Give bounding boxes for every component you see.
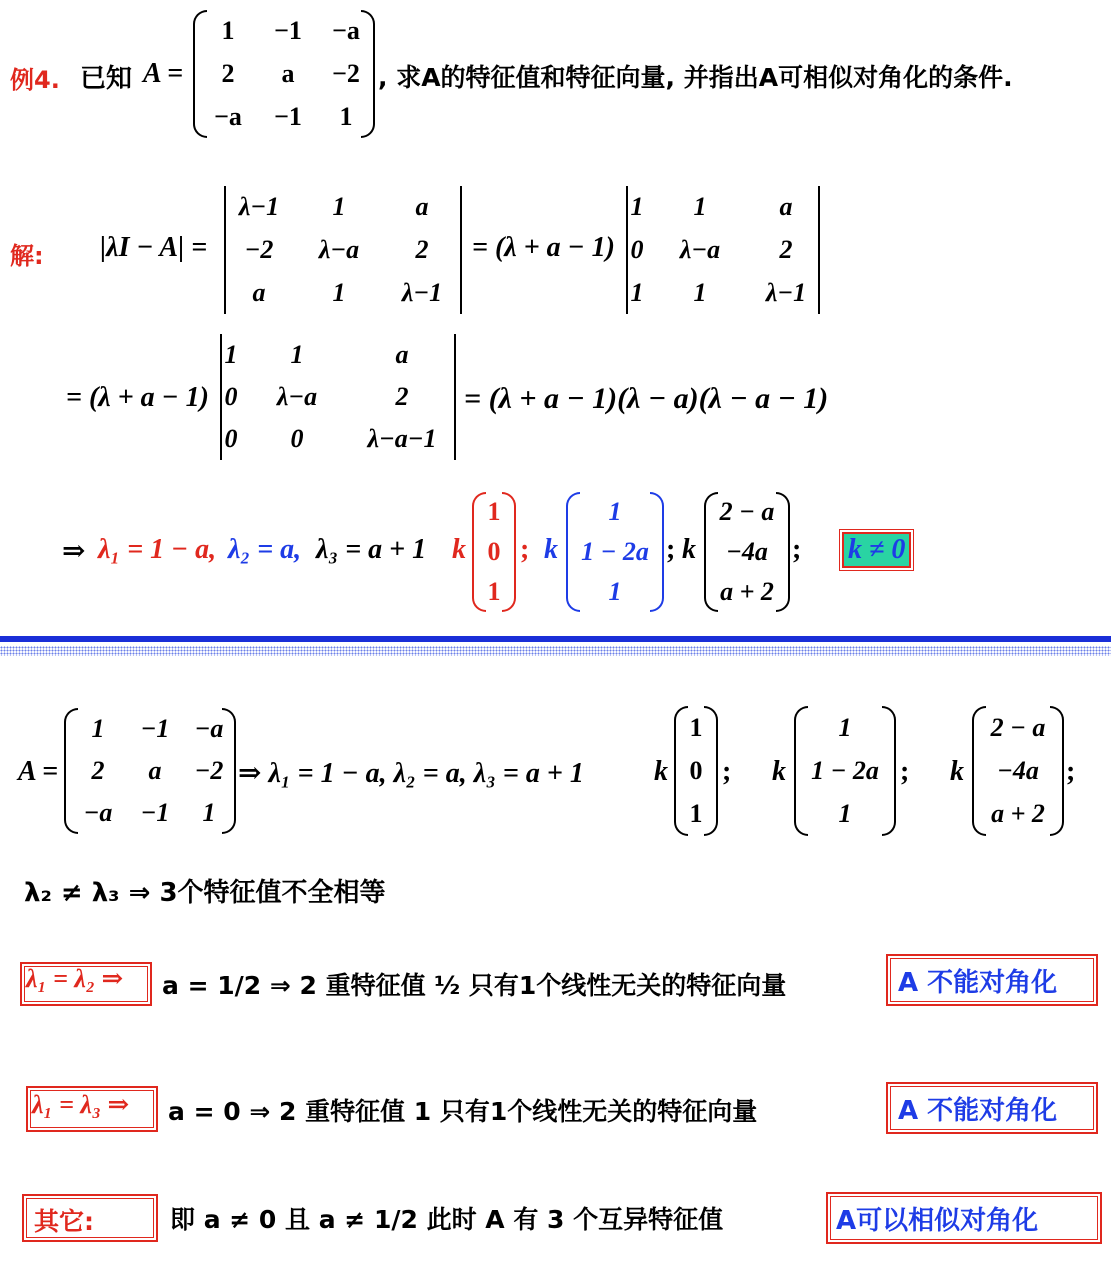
matrix-cell: 2 (395, 382, 409, 411)
summary-k-1: k (654, 756, 668, 787)
matrix-cell: −1 (140, 798, 170, 827)
k-label-3: k (682, 534, 696, 565)
matrix-cell: λ−a (679, 235, 721, 264)
matrix-cell: 0 (290, 424, 304, 453)
matrix-A-cells (193, 10, 375, 138)
vector-entry: 2 − a (990, 713, 1046, 742)
vector-entry: 2 − a (719, 497, 775, 526)
summary-k-3: k (950, 756, 964, 787)
implies-arrow: ⇒ (62, 536, 86, 567)
matrix-cell: a (395, 340, 409, 369)
case-1-condition: λ₁ = λ₂ ⇒ (26, 964, 124, 993)
k-label-1: k (452, 534, 466, 565)
case-3-condition: 其它: (34, 1207, 94, 1236)
char-poly: = (λ + a − 1)(λ − a)(λ − a − 1) (464, 382, 829, 415)
matrix-cell: −1 (274, 102, 302, 131)
vector-entry: 1 (838, 799, 852, 828)
section-divider-dots (0, 646, 1111, 656)
factor-1: = (λ + a − 1) (472, 232, 615, 263)
summary-eigenvalues: ⇒ λ₁ = 1 − a, λ₂ = a, λ₃ = a + 1 (238, 758, 584, 789)
matrix-cell: a (148, 756, 162, 785)
matrix-cell: 1 (221, 16, 235, 45)
matrix-cell: 2 (221, 59, 235, 88)
section-divider (0, 636, 1111, 642)
matrix-cell: −a (332, 16, 360, 45)
factor-2: = (λ + a − 1) (66, 382, 209, 413)
matrix-cell: λ−a (276, 382, 318, 411)
matrix-cell: 1 (290, 340, 304, 369)
matrix-cell: λ−1 (238, 192, 280, 221)
case-3-text: 即 a ≠ 0 且 a ≠ 1/2 此时 A 有 3 个互异特征值 (170, 1205, 724, 1234)
matrix-cell: 1 (693, 278, 707, 307)
det-lhs: |λI − A| = (100, 232, 208, 263)
matrix-cell: λ−1 (401, 278, 443, 307)
vector-entry: 1 (608, 577, 622, 606)
summary-matrix-lhs: A = (18, 756, 59, 787)
matrix-cell: −a (214, 102, 242, 131)
matrix-cell: 0 (630, 235, 644, 264)
vector-entry: 1 (487, 577, 501, 606)
matrix-cell: −2 (194, 756, 224, 785)
det-3 (220, 334, 456, 460)
eigenvalue-3: λ₃ = a + 1 (316, 534, 427, 565)
vector-entry: 1 (838, 713, 852, 742)
summary-vector-2-cells (794, 706, 896, 835)
matrix-cell: 1 (630, 192, 644, 221)
eigenvector-2 (566, 492, 664, 612)
case-2-condition: λ₁ = λ₃ ⇒ (32, 1090, 130, 1119)
matrix-cell: 1 (224, 340, 238, 369)
det-1-cells (224, 186, 462, 314)
summary-semicolon-2: ; (900, 756, 910, 787)
k-nonzero-box: k ≠ 0 (842, 532, 911, 568)
matrix-cell: 0 (224, 424, 238, 453)
matrix-cell: a (281, 59, 295, 88)
case-1-result: A 不能对角化 (898, 968, 1058, 998)
eigenvector-1 (472, 492, 516, 612)
vector-entry: 1 (689, 713, 703, 742)
vector-entry: 1 (608, 497, 622, 526)
matrix-cell: −2 (332, 59, 360, 88)
vector-entry: 1 (487, 497, 501, 526)
summary-semicolon-3: ; (1066, 756, 1076, 787)
semicolon-1: ; (520, 534, 530, 565)
matrix-cell: λ−a−1 (367, 424, 437, 453)
solution-label: 解: (10, 242, 44, 270)
summary-vector-3 (972, 706, 1064, 836)
summary-vector-1 (674, 706, 718, 836)
matrix-cell: a (779, 192, 793, 221)
semicolon-2: ; (666, 534, 676, 565)
matrix-cell: −1 (274, 16, 302, 45)
summary-matrix-cells (64, 708, 236, 834)
eigenvector-3 (704, 492, 790, 612)
matrix-cell: 2 (91, 756, 105, 785)
case-2-text: a = 0 ⇒ 2 重特征值 1 只有1个线性无关的特征向量 (168, 1097, 758, 1126)
vector-entry: −4a (997, 756, 1039, 785)
matrix-cell: 0 (224, 382, 238, 411)
summary-k-2: k (772, 756, 786, 787)
case-3-result: A可以相似对角化 (836, 1206, 1039, 1236)
summary-matrix-A (64, 708, 236, 834)
matrix-cell: −a (194, 714, 224, 743)
eigenvalue-1: λ₁ = 1 − a, (98, 534, 217, 565)
question-text: , 求A的特征值和特征向量, 并指出A可相似对角化的条件. (378, 63, 1013, 92)
vector-entry: −4a (726, 537, 768, 566)
known-text: 已知 (80, 64, 133, 94)
matrix-cell: λ−1 (765, 278, 807, 307)
vector-entry: 1 − 2a (581, 537, 649, 566)
eigenvalues-not-equal: λ₂ ≠ λ₃ ⇒ 3个特征值不全相等 (24, 878, 386, 908)
vector-entry: 0 (689, 756, 703, 785)
matrix-cell: −a (83, 798, 113, 827)
vector-entry: 1 − 2a (811, 756, 879, 785)
vector-entry: a + 2 (720, 577, 774, 606)
matrix-cell: −1 (140, 714, 170, 743)
k-label-2: k (544, 534, 558, 565)
matrix-cell: λ−a (318, 235, 360, 264)
matrix-cell: 1 (332, 192, 346, 221)
matrix-cell: 1 (693, 192, 707, 221)
vector-entry: a + 2 (991, 799, 1045, 828)
matrix-cell: 1 (332, 278, 346, 307)
det-3-cells (220, 334, 456, 460)
matrix-cell: a (415, 192, 429, 221)
matrix-cell: −2 (244, 235, 274, 264)
matrix-cell: 2 (415, 235, 429, 264)
summary-semicolon-1: ; (722, 756, 732, 787)
case-1-text: a = 1/2 ⇒ 2 重特征值 ½ 只有1个线性无关的特征向量 (162, 971, 787, 1000)
matrix-cell: 1 (630, 278, 644, 307)
matrix-A (193, 10, 375, 138)
matrix-cell: a (252, 278, 266, 307)
det-2-cells (626, 186, 820, 314)
det-1 (224, 186, 462, 314)
semicolon-3: ; (792, 534, 802, 565)
matrix-cell: 2 (779, 235, 793, 264)
vector-entry: 0 (487, 537, 501, 566)
det-2 (626, 186, 820, 314)
eigenvalue-2: λ₂ = a, (228, 534, 302, 565)
matrix-cell: 1 (202, 798, 216, 827)
vector-entry: 1 (689, 799, 703, 828)
matrix-cell: 1 (91, 714, 105, 743)
matrix-lhs: A = (143, 58, 184, 89)
example-label: 例4. (10, 66, 60, 94)
summary-vector-2 (794, 706, 896, 836)
case-2-result: A 不能对角化 (898, 1096, 1058, 1126)
matrix-cell: 1 (339, 102, 353, 131)
